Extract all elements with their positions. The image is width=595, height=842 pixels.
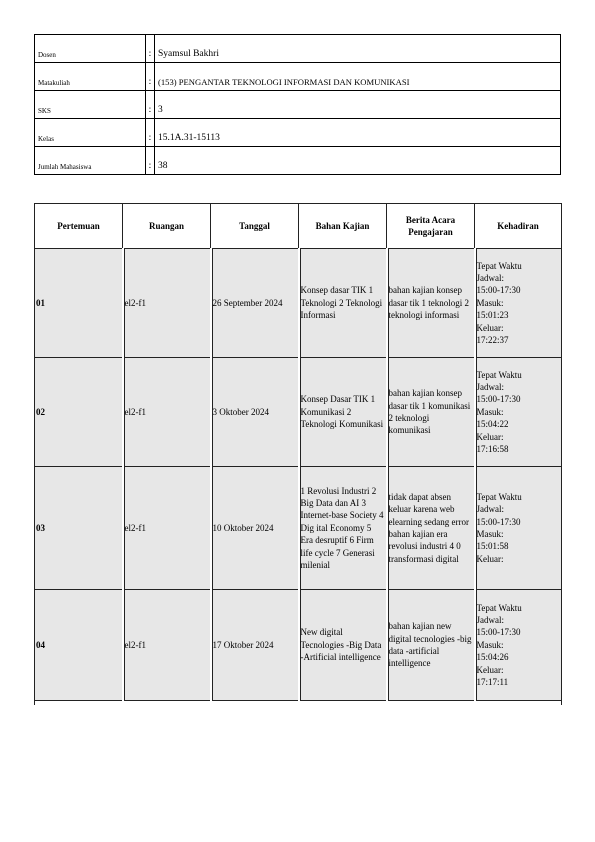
course-info-table [34,34,561,175]
table-header-row [35,204,562,249]
header-ruangan: Ruangan [123,204,211,249]
cell-ruangan: el2-f1 [123,358,211,467]
info-row-dosen [35,35,561,63]
header-kehadiran: Kehadiran [475,204,562,249]
cell-tanggal: 3 Oktober 2024 [211,358,299,467]
table-row [35,467,562,590]
cell-ruangan: el2-f1 [123,249,211,358]
cell-pertemuan: 02 [35,358,123,467]
table-row [35,590,562,701]
jumlah-mahasiswa-value: 38 [155,147,561,175]
colon: : [146,119,155,147]
cell-kehadiran: Tepat Waktu Jadwal: 15:00-17:30 Masuk: 15:04:26 Keluar: 17:17:11 [475,590,562,701]
dosen-label: Dosen [35,35,146,63]
info-row-sks [35,91,561,119]
table-row [35,358,562,467]
cell-tanggal: 26 September 2024 [211,249,299,358]
cell-bahan-kajian: 1 Revolusi Industri 2 Big Data dan AI 3 Internet-base Society 4 Dig ital Economy 5 Era desruptif 6 Firm life cycle 7 Generasi milenial [299,467,387,590]
cell-berita-acara: bahan kajian konsep dasar tik 1 komunikasi 2 teknologi komunikasi [387,358,475,467]
table-row [35,249,562,358]
cell-berita-acara: bahan kajian new digital tecnologies -big data -artificial intelligence [387,590,475,701]
kelas-value: 15.1A.31-15113 [155,119,561,147]
cell-kehadiran: Tepat Waktu Jadwal: 15:00-17:30 Masuk: 15:01:23 Keluar: 17:22:37 [475,249,562,358]
cell-pertemuan: 01 [35,249,123,358]
cell-pertemuan: 03 [35,467,123,590]
attendance-table [34,203,562,705]
info-row-kelas [35,119,561,147]
colon: : [146,63,155,91]
sks-value: 3 [155,91,561,119]
cell-bahan-kajian: New digital Tecnologies -Big Data -Artificial intelligence [299,590,387,701]
cell-ruangan: el2-f1 [123,467,211,590]
colon: : [146,35,155,63]
sks-label: SKS [35,91,146,119]
colon: : [146,147,155,175]
cell-berita-acara: bahan kajian konsep dasar tik 1 teknologi 2 teknologi informasi [387,249,475,358]
cell-bahan-kajian: Konsep Dasar TIK 1 Komunikasi 2 Teknologi Komunikasi [299,358,387,467]
header-tanggal: Tanggal [211,204,299,249]
cell-berita-acara: tidak dapat absen keluar karena web elearning sedang error bahan kajian era revolusi industri 4 0 transformasi digital [387,467,475,590]
cell-bahan-kajian: Konsep dasar TIK 1 Teknologi 2 Teknologi Informasi [299,249,387,358]
info-row-matakuliah [35,63,561,91]
header-pertemuan: Pertemuan [35,204,123,249]
cell-ruangan: el2-f1 [123,590,211,701]
dosen-value: Syamsul Bakhri [155,35,561,63]
table-tail [35,701,562,706]
cell-pertemuan: 04 [35,590,123,701]
jumlah-mahasiswa-label: Jumlah Mahasiswa [35,147,146,175]
colon: : [146,91,155,119]
header-bahan-kajian: Bahan Kajian [299,204,387,249]
cell-tanggal: 10 Oktober 2024 [211,467,299,590]
cell-kehadiran: Tepat Waktu Jadwal: 15:00-17:30 Masuk: 15:04:22 Keluar: 17:16:58 [475,358,562,467]
matakuliah-value: (153) PENGANTAR TEKNOLOGI INFORMASI DAN KOMUNIKASI [155,63,561,91]
cell-tanggal: 17 Oktober 2024 [211,590,299,701]
header-berita-acara: Berita Acara Pengajaran [387,204,475,249]
matakuliah-label: Matakuliah [35,63,146,91]
kelas-label: Kelas [35,119,146,147]
cell-kehadiran: Tepat Waktu Jadwal: 15:00-17:30 Masuk: 15:01:58 Keluar: [475,467,562,590]
table-continuation [35,701,562,706]
info-row-jumlah [35,147,561,175]
